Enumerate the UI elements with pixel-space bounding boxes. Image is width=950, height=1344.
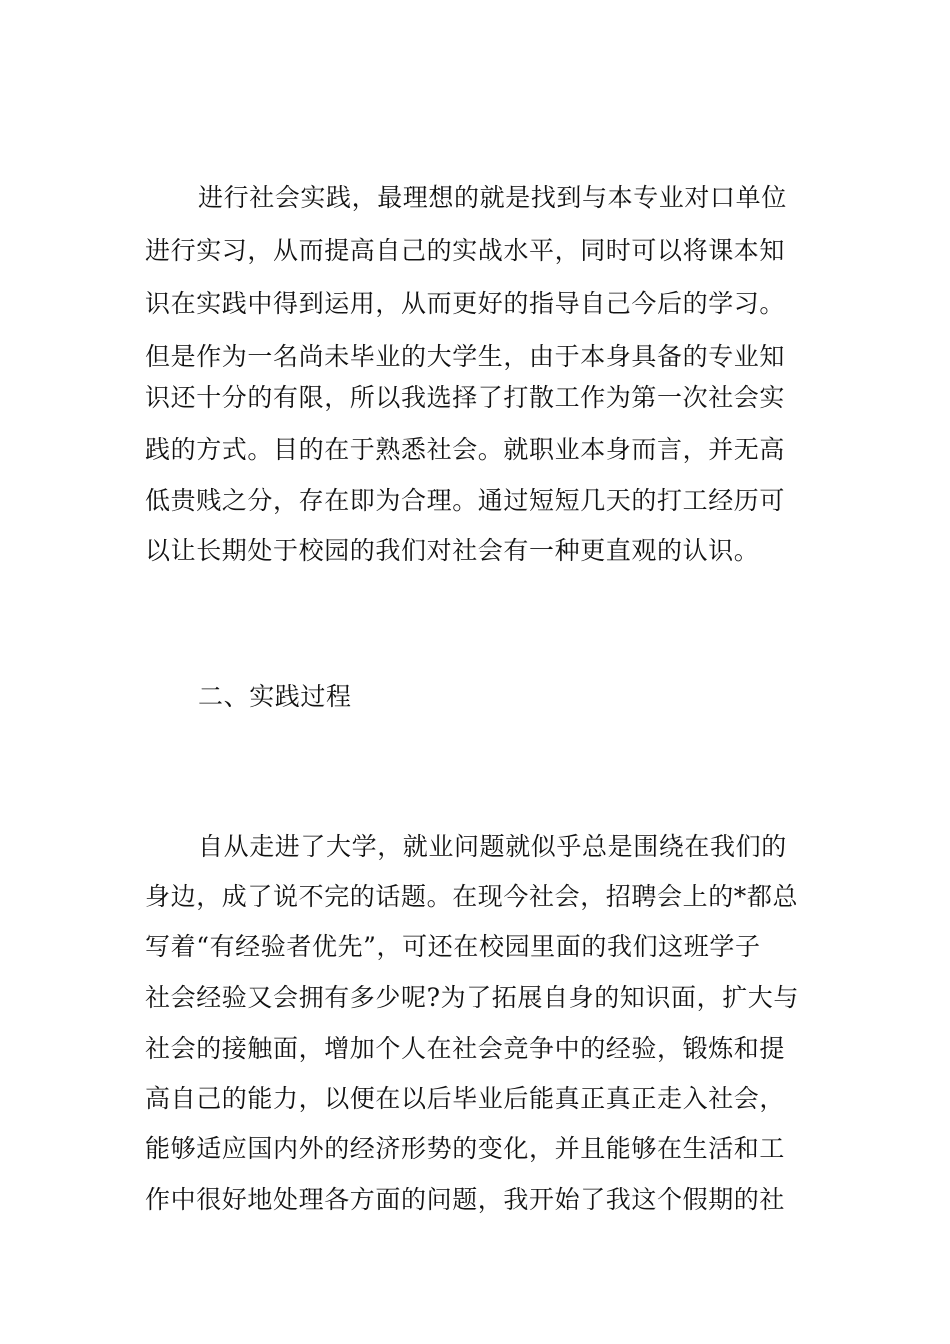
text-line: 进行实习，从而提高自己的实战水平，同时可以将课本知 [145,236,786,265]
text-line: 识在实践中得到运用，从而更好的指导自己今后的学习。 [145,289,786,318]
text-line: 低贵贱之分，存在即为合理。通过短短几天的打工经历可 [145,486,786,515]
text-line: 自从走进了大学，就业问题就似乎总是围绕在我们的 [198,832,787,861]
text-line: 作中很好地处理各方面的问题，我开始了我这个假期的社 [145,1185,786,1214]
text-line: 践的方式。目的在于熟悉社会。就职业本身而言，并无高 [145,435,786,464]
text-line: 进行社会实践，最理想的就是找到与本专业对口单位 [198,183,787,212]
text-line: 写着“有经验者优先”，可还在校园里面的我们这班学子 [145,932,761,961]
text-line: 能够适应国内外的经济形势的变化，并且能够在生活和工 [145,1134,786,1163]
section-heading: 二、实践过程 [198,682,352,711]
text-line: 高自己的能力，以便在以后毕业后能真正真正走入社会， [145,1084,786,1113]
text-line: 身边，成了说不完的话题。在现今社会，招聘会上的*都总 [145,882,799,911]
text-line: 社会经验又会拥有多少呢?为了拓展自身的知识面，扩大与 [145,983,800,1012]
text-line: 以让长期处于校园的我们对社会有一种更直观的认识。 [145,536,760,565]
text-line: 社会的接触面，增加个人在社会竞争中的经验，锻炼和提 [145,1034,786,1063]
text-line: 但是作为一名尚未毕业的大学生，由于本身具备的专业知 [145,342,786,371]
text-line: 识还十分的有限，所以我选择了打散工作为第一次社会实 [145,383,786,412]
